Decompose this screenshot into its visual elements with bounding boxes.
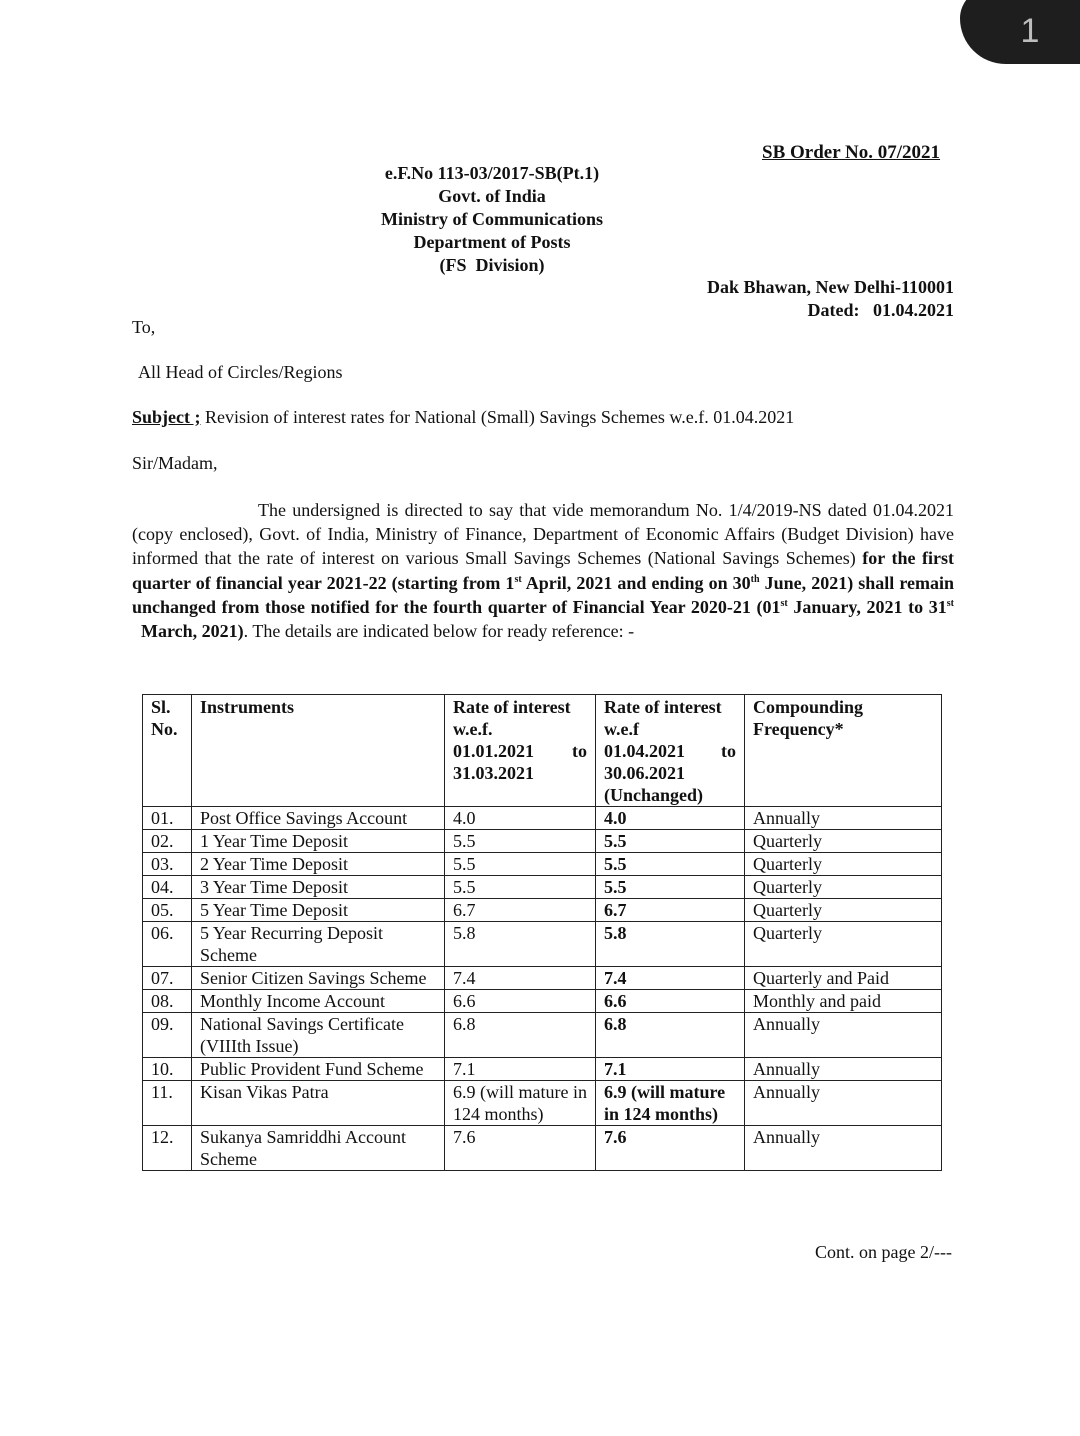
cell-frequency: Quarterly and Paid bbox=[745, 967, 942, 990]
cell-rate-old: 6.9 (will mature in 124 months) bbox=[445, 1081, 596, 1126]
cell-rate-new: 4.0 bbox=[596, 807, 745, 830]
subject-line bbox=[132, 407, 794, 428]
cell-instrument: Kisan Vikas Patra bbox=[192, 1081, 445, 1126]
cell-rate-new: 7.6 bbox=[596, 1126, 745, 1171]
cell-rate-new: 6.8 bbox=[596, 1013, 745, 1058]
address-place: Dak Bhawan, New Delhi-110001 bbox=[706, 277, 954, 297]
letterhead bbox=[360, 162, 624, 277]
cell-sl-no: 01. bbox=[143, 807, 192, 830]
cell-rate-new: 7.4 bbox=[596, 967, 745, 990]
cell-instrument: 5 Year Recurring Deposit Scheme bbox=[192, 922, 445, 967]
govt-line: Govt. of India bbox=[438, 186, 546, 206]
cell-frequency: Quarterly bbox=[745, 899, 942, 922]
to-line: To, bbox=[132, 317, 156, 337]
table-row bbox=[143, 899, 942, 922]
cell-sl-no: 09. bbox=[143, 1013, 192, 1058]
cell-sl-no: 11. bbox=[143, 1081, 192, 1126]
cell-rate-old: 6.6 bbox=[445, 990, 596, 1013]
cell-frequency: Quarterly bbox=[745, 922, 942, 967]
cell-frequency: Annually bbox=[745, 1081, 942, 1126]
table-row bbox=[143, 990, 942, 1013]
cell-rate-new: 6.6 bbox=[596, 990, 745, 1013]
recipient: All Head of Circles/Regions bbox=[138, 362, 343, 382]
cell-rate-old: 5.5 bbox=[445, 853, 596, 876]
cell-instrument: Post Office Savings Account bbox=[192, 807, 445, 830]
sender-address bbox=[707, 276, 954, 322]
cell-instrument: Sukanya Samriddhi Account Scheme bbox=[192, 1126, 445, 1171]
file-number: e.F.No 113-03/2017-SB(Pt.1) bbox=[384, 163, 600, 183]
cell-frequency: Quarterly bbox=[745, 853, 942, 876]
interest-rates-table bbox=[142, 694, 942, 1171]
header-instruments: Instruments bbox=[192, 695, 445, 807]
cell-instrument: Senior Citizen Savings Scheme bbox=[192, 967, 445, 990]
table-row bbox=[143, 1126, 942, 1171]
cell-sl-no: 04. bbox=[143, 876, 192, 899]
cell-rate-new: 6.9 (will mature in 124 months) bbox=[596, 1081, 745, 1126]
header-frequency: Compounding Frequency* bbox=[745, 695, 942, 807]
cell-rate-new: 6.7 bbox=[596, 899, 745, 922]
table-row bbox=[143, 807, 942, 830]
cell-rate-old: 5.5 bbox=[445, 830, 596, 853]
table-row bbox=[143, 1058, 942, 1081]
cell-instrument: 5 Year Time Deposit bbox=[192, 899, 445, 922]
cell-rate-old: 4.0 bbox=[445, 807, 596, 830]
cell-frequency: Monthly and paid bbox=[745, 990, 942, 1013]
cell-rate-old: 5.5 bbox=[445, 876, 596, 899]
header-rate-old: Rate of interest w.e.f. 01.01.2021 to 31.03.2021 bbox=[445, 695, 596, 807]
ministry-line: Ministry of Communications bbox=[381, 209, 603, 229]
cell-rate-old: 7.1 bbox=[445, 1058, 596, 1081]
cell-rate-old: 6.7 bbox=[445, 899, 596, 922]
cell-instrument: 2 Year Time Deposit bbox=[192, 853, 445, 876]
table-row bbox=[143, 830, 942, 853]
cell-frequency: Quarterly bbox=[745, 876, 942, 899]
cell-instrument: 3 Year Time Deposit bbox=[192, 876, 445, 899]
cell-instrument: National Savings Certificate (VIIIth Issue) bbox=[192, 1013, 445, 1058]
cell-rate-old: 7.6 bbox=[445, 1126, 596, 1171]
cell-frequency: Annually bbox=[745, 1013, 942, 1058]
cell-rate-old: 7.4 bbox=[445, 967, 596, 990]
header-rate-new: Rate of interest w.e.f 01.04.2021 to 30.06.2021 (Unchanged) bbox=[596, 695, 745, 807]
cell-rate-old: 5.8 bbox=[445, 922, 596, 967]
cell-instrument: Public Provident Fund Scheme bbox=[192, 1058, 445, 1081]
department-line: Department of Posts bbox=[413, 232, 571, 252]
cell-sl-no: 05. bbox=[143, 899, 192, 922]
body-paragraph bbox=[132, 498, 954, 643]
cell-instrument: 1 Year Time Deposit bbox=[192, 830, 445, 853]
salutation: Sir/Madam, bbox=[132, 453, 218, 473]
cell-frequency: Annually bbox=[745, 1058, 942, 1081]
table-row bbox=[143, 967, 942, 990]
cell-rate-new: 5.8 bbox=[596, 922, 745, 967]
cell-rate-new: 5.5 bbox=[596, 876, 745, 899]
header-sl-no: Sl. No. bbox=[143, 695, 192, 807]
cell-sl-no: 10. bbox=[143, 1058, 192, 1081]
table-row bbox=[143, 853, 942, 876]
order-number: SB Order No. 07/2021 bbox=[762, 142, 941, 163]
body-bold-text: for the first quarter of financial year 2021-22 (starting from 1st April, 2021 and ending on 30th June, 2021) shall remain unchanged from those notified for the fourth quarter of Financial Year 2020-21 (01st January, 2021 to 31st March, 2021) bbox=[132, 548, 955, 642]
cell-sl-no: 06. bbox=[143, 922, 192, 967]
cell-sl-no: 12. bbox=[143, 1126, 192, 1171]
page-number-badge: 1 bbox=[960, 0, 1080, 64]
cell-rate-new: 5.5 bbox=[596, 853, 745, 876]
cell-frequency: Annually bbox=[745, 1126, 942, 1171]
cell-rate-old: 6.8 bbox=[445, 1013, 596, 1058]
table-header-row bbox=[143, 695, 942, 807]
table-row bbox=[143, 876, 942, 899]
table-row bbox=[143, 922, 942, 967]
continuation-note: Cont. on page 2/--- bbox=[815, 1242, 952, 1262]
cell-sl-no: 02. bbox=[143, 830, 192, 853]
subject-text: Revision of interest rates for National (Small) Savings Schemes w.e.f. 01.04.2021 bbox=[200, 407, 795, 427]
cell-frequency: Quarterly bbox=[745, 830, 942, 853]
cell-rate-new: 5.5 bbox=[596, 830, 745, 853]
cell-instrument: Monthly Income Account bbox=[192, 990, 445, 1013]
subject-label: Subject ; bbox=[132, 407, 201, 427]
cell-sl-no: 07. bbox=[143, 967, 192, 990]
cell-frequency: Annually bbox=[745, 807, 942, 830]
date-value: 01.04.2021 bbox=[873, 300, 954, 320]
body-text: The undersigned is directed to say that vide memorandum No. 1/4/2019-NS dated 01.04.2021 (copy enclosed), Govt. of India, Ministry of Finance, Department of Economic Affairs (Budget Division) have informed that the rate of interest on various Small Savings Schemes (National Savings Schemes) bbox=[132, 500, 954, 569]
cell-rate-new: 7.1 bbox=[596, 1058, 745, 1081]
address-date bbox=[707, 299, 954, 322]
body-text-end: . The details are indicated below for ready reference: - bbox=[243, 621, 635, 642]
dated-label: Dated: bbox=[807, 300, 860, 320]
division-line: (FS Division) bbox=[439, 255, 545, 275]
cell-sl-no: 08. bbox=[143, 990, 192, 1013]
table-row bbox=[143, 1013, 942, 1058]
table-row bbox=[143, 1081, 942, 1126]
cell-sl-no: 03. bbox=[143, 853, 192, 876]
